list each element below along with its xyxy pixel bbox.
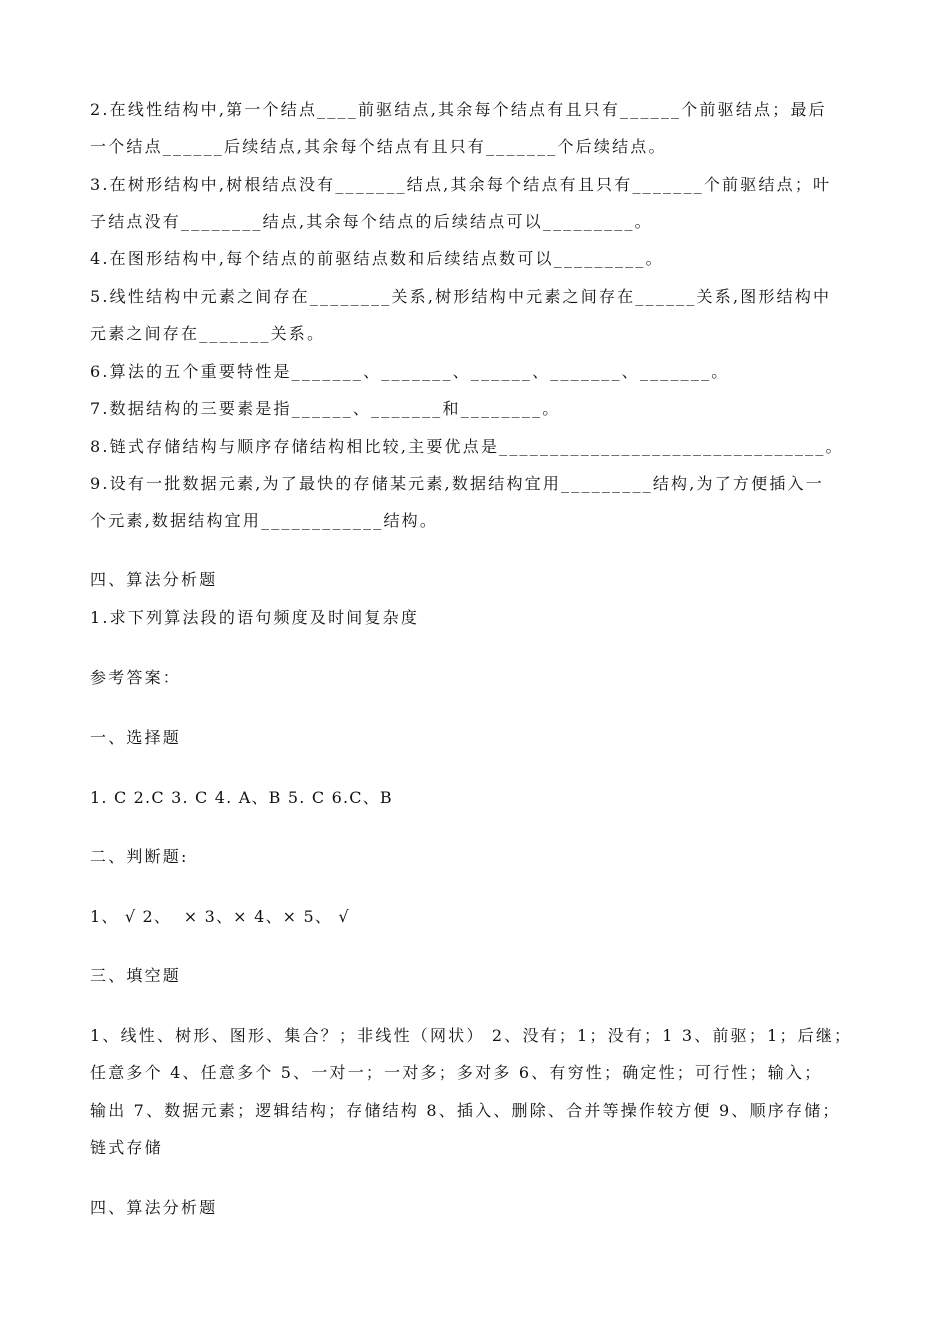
answers-section-4-heading: 四、算法分析题	[90, 1198, 218, 1217]
answers-section-1-heading: 一、选择题	[90, 728, 182, 747]
section-4-heading: 四、算法分析题	[90, 570, 218, 589]
fill-in-question-4: 4.在图形结构中,每个结点的前驱结点数和后续结点数可以_________。	[90, 249, 664, 268]
answers-section-3-line-4: 链式存储	[90, 1138, 163, 1157]
fill-in-question-7: 7.数据结构的三要素是指______、_______和________。	[90, 399, 561, 418]
answers-title: 参考答案：	[90, 668, 182, 687]
fill-in-question-6: 6.算法的五个重要特性是_______、_______、______、_______、_______。	[90, 362, 730, 381]
fill-in-question-2-line-1: 2.在线性结构中,第一个结点____前驱结点,其余每个结点有且只有______个前驱结点；最后	[90, 100, 827, 119]
answers-section-2-body: 1、 √ 2、 × 3、× 4、× 5、 √	[90, 907, 350, 926]
fill-in-question-9-line-2: 个元素,数据结构宜用____________结构。	[90, 511, 439, 530]
answers-section-3-line-2: 任意多个 4、任意多个 5、一对一；一对多；多对多 6、有穷性；确定性；可行性；输入；	[90, 1063, 823, 1082]
answers-section-3-heading: 三、填空题	[90, 966, 182, 985]
fill-in-question-5-line-2: 元素之间存在_______关系。	[90, 324, 326, 343]
section-4-question-1: 1.求下列算法段的语句频度及时间复杂度	[90, 608, 420, 627]
answers-section-2-heading: 二、判断题:	[90, 847, 189, 866]
answers-section-3-line-3: 输出 7、数据元素；逻辑结构；存储结构 8、插入、删除、合并等操作较方便 9、顺序存储；	[90, 1101, 841, 1120]
fill-in-question-3-line-2: 子结点没有________结点,其余每个结点的后续结点可以_________。	[90, 212, 653, 231]
fill-in-question-8: 8.链式存储结构与顺序存储结构相比较,主要优点是________________________________。	[90, 437, 844, 456]
answers-section-1-body: 1. C 2.C 3. C 4. A、B 5. C 6.C、B	[90, 788, 393, 807]
fill-in-question-3-line-1: 3.在树形结构中,树根结点没有_______结点,其余每个结点有且只有_______个前驱结点；叶	[90, 175, 832, 194]
answers-section-3-line-1: 1、线性、树形、图形、集合？；非线性（网状） 2、没有；1；没有；1 3、前驱；1；后继；	[90, 1026, 853, 1045]
fill-in-question-9-line-1: 9.设有一批数据元素,为了最快的存储某元素,数据结构宜用_________结构,为了方便插入一	[90, 474, 824, 493]
fill-in-question-2-line-2: 一个结点______后续结点,其余每个结点有且只有_______个后续结点。	[90, 137, 667, 156]
fill-in-question-5-line-1: 5.线性结构中元素之间存在________关系,树形结构中元素之间存在______关系,图形结构中	[90, 287, 832, 306]
